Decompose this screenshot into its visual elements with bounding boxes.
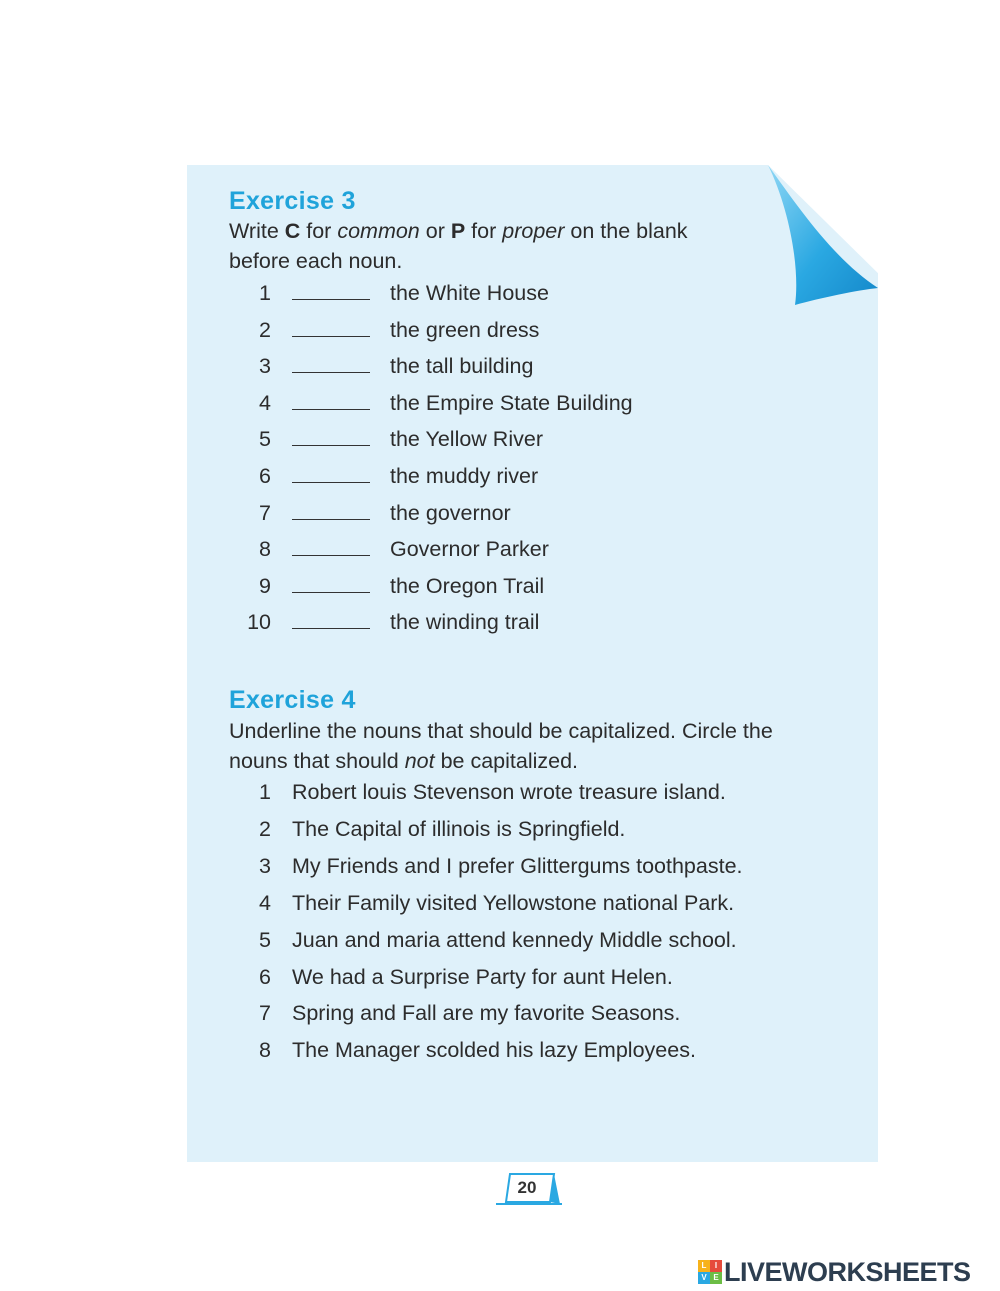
sentence-text[interactable]: The Manager scolded his lazy Employees. [292, 1038, 696, 1063]
noun-phrase: the winding trail [390, 610, 540, 635]
item-number: 6 [259, 964, 271, 989]
answer-blank[interactable] [292, 482, 370, 483]
item-number: 2 [259, 317, 271, 342]
item-number: 6 [259, 464, 271, 488]
sentence-text[interactable]: Robert louis Stevenson wrote treasure island. [292, 780, 726, 804]
noun-phrase: the Oregon Trail [390, 573, 545, 598]
answer-blank[interactable] [292, 592, 370, 593]
answer-blank[interactable] [292, 372, 370, 373]
noun-phrase: the governor [390, 500, 511, 525]
liveworksheets-logo [698, 1254, 971, 1290]
item-number: 5 [259, 927, 271, 952]
answer-blank[interactable] [292, 519, 370, 520]
answer-blank[interactable] [292, 336, 370, 337]
item-number: 1 [259, 281, 271, 305]
item-number: 3 [259, 853, 271, 878]
item-number: 5 [259, 427, 271, 452]
exercise-4-instructions: Underline the nouns that should be capitalized. Circle the nouns that should not be capitalized. [229, 719, 773, 773]
noun-phrase: the White House [390, 281, 549, 305]
item-number: 3 [259, 354, 271, 379]
noun-phrase: the muddy river [390, 464, 539, 488]
item-number: 4 [259, 890, 271, 915]
noun-phrase: the green dress [390, 317, 540, 342]
exercise-3-title: Exercise 3 [229, 187, 356, 215]
sentence-text[interactable]: Spring and Fall are my favorite Seasons. [292, 1001, 681, 1026]
noun-phrase: the Yellow River [390, 427, 543, 452]
answer-blank[interactable] [292, 555, 370, 556]
sentence-text[interactable]: Their Family visited Yellowstone national Park. [292, 890, 735, 915]
item-number: 2 [259, 816, 271, 841]
noun-phrase: Governor Parker [390, 537, 549, 562]
item-number: 7 [259, 500, 271, 525]
answer-blank[interactable] [292, 628, 370, 629]
sentence-text[interactable]: We had a Surprise Party for aunt Helen. [292, 964, 673, 989]
item-number: 8 [259, 1038, 271, 1063]
item-number: 9 [259, 573, 271, 598]
item-number: 4 [259, 390, 271, 415]
answer-blank[interactable] [292, 445, 370, 446]
item-number: 1 [259, 780, 271, 804]
item-number: 8 [259, 537, 271, 562]
sentence-text[interactable]: Juan and maria attend kennedy Middle school. [292, 927, 737, 952]
logo-text: LIVEWORKSHEETS [724, 1256, 971, 1287]
page-number-tab [496, 1170, 562, 1208]
sentence-text[interactable]: The Capital of illinois is Springfield. [292, 816, 626, 841]
logo-mark-icon: L I V E [698, 1260, 722, 1284]
sentence-text[interactable]: My Friends and I prefer Glittergums toothpaste. [292, 853, 743, 878]
answer-blank[interactable] [292, 299, 370, 300]
exercise-3-instructions: Write C for common or P for proper on the blank before each noun. [229, 219, 688, 273]
noun-phrase: the tall building [390, 354, 534, 379]
noun-phrase: the Empire State Building [390, 390, 633, 415]
item-number: 7 [259, 1001, 271, 1026]
answer-blank[interactable] [292, 409, 370, 410]
exercise-4-title: Exercise 4 [229, 686, 356, 714]
item-number: 10 [247, 610, 271, 635]
page-number: 20 [517, 1178, 537, 1197]
